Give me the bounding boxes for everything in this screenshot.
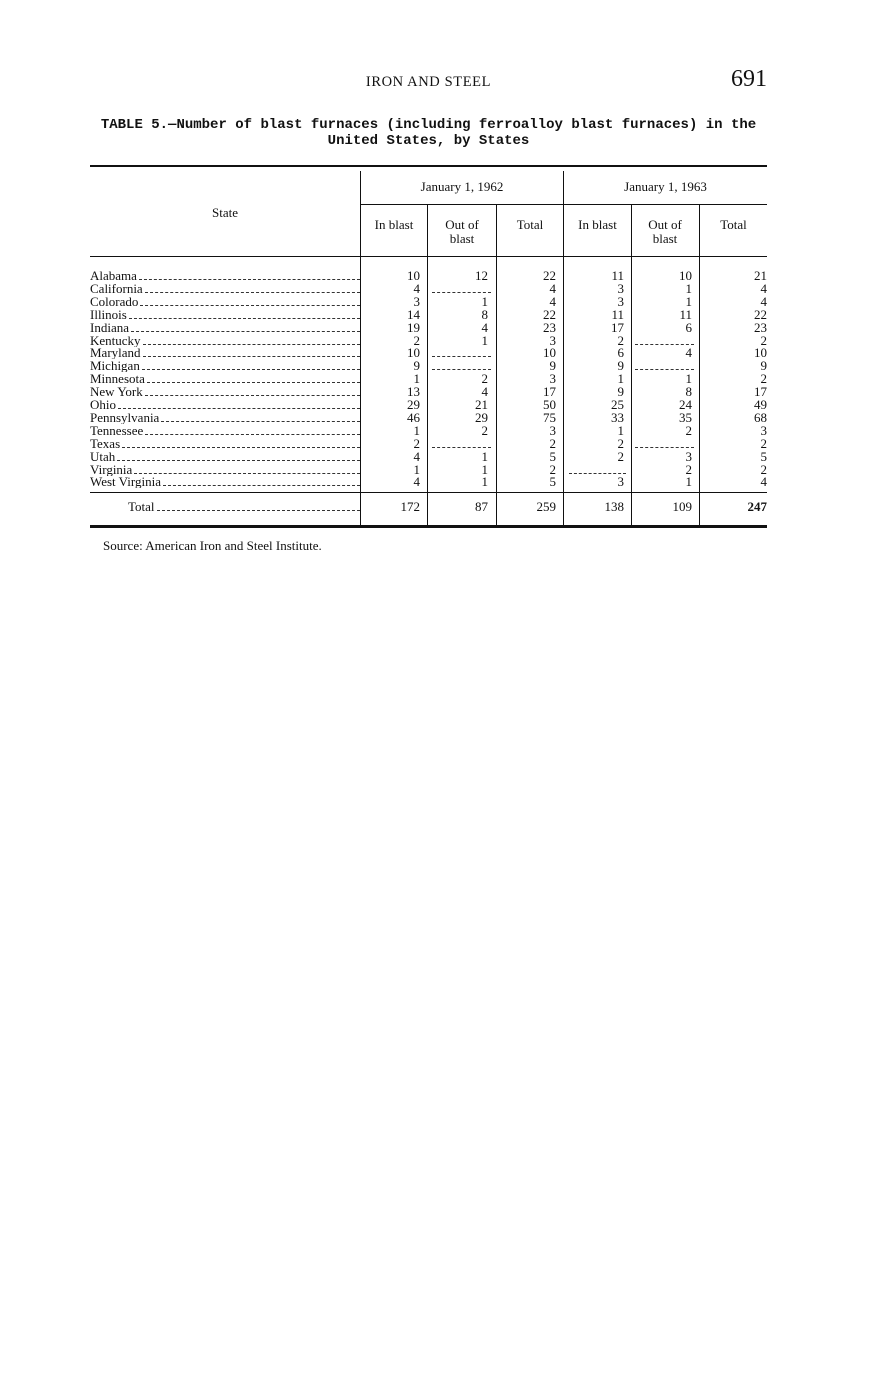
table-cell: 1 [685, 293, 692, 309]
table-cell: 75 [543, 409, 556, 425]
table-cell: 24 [679, 397, 692, 412]
table-cell: 1 [481, 293, 488, 309]
empty-cell-dash [432, 369, 491, 370]
table-cell: 1 [481, 448, 488, 464]
leader-dots [122, 446, 360, 448]
table-cell: 5 [549, 474, 556, 490]
table-cell: 21 [475, 397, 488, 412]
state-name [90, 450, 360, 463]
table-cell: 17 [754, 384, 767, 400]
leader-dots [147, 381, 360, 383]
table-cell: 5 [549, 448, 556, 464]
table-cell: 2 [481, 422, 488, 438]
table-cell: 8 [685, 384, 692, 400]
table-cell: 22 [754, 306, 767, 322]
table-cell: 1 [481, 461, 488, 477]
table-cell: 21 [754, 268, 767, 283]
group-header-rule [361, 204, 767, 205]
table-cell: 2 [549, 435, 556, 451]
table-cell: 17 [543, 384, 556, 400]
state-label: Texas [90, 436, 121, 450]
empty-cell-dash [432, 447, 491, 448]
table-cell: 46 [407, 409, 420, 425]
table-cell: 3 [413, 293, 420, 309]
state-name [90, 359, 360, 372]
table-cell: 2 [760, 332, 767, 348]
table-cell: 3 [549, 332, 556, 348]
table-cell: 9 [413, 358, 420, 374]
state-label: California [90, 281, 143, 295]
column-header-out-of-blast-1962: Out of blast [445, 217, 479, 246]
table-cell: 1 [617, 371, 624, 387]
column-divider [496, 205, 497, 525]
table-cell: 2 [685, 461, 692, 477]
state-label: Tennessee [90, 423, 144, 437]
column-header-total-1963: Total [720, 217, 747, 232]
column-header-in-blast-1963: In blast [578, 217, 617, 232]
leader-dots [142, 368, 360, 370]
table-cell: 9 [617, 384, 624, 400]
column-divider [699, 205, 700, 525]
header-bottom-rule [90, 256, 767, 257]
leader-dots [161, 420, 360, 422]
table-top-rule [90, 165, 767, 167]
leader-dots [117, 459, 360, 461]
table-cell: 1 [413, 371, 420, 387]
table-cell: 11 [611, 306, 624, 322]
column-divider [427, 205, 428, 525]
column-divider [631, 205, 632, 525]
state-label: Pennsylvania [90, 410, 160, 424]
table-cell: 3 [549, 371, 556, 387]
table-cell: 9 [617, 358, 624, 374]
empty-cell-dash [635, 344, 694, 345]
leader-dots [118, 407, 360, 409]
table-cell: 1 [413, 461, 420, 477]
table-cell: 3 [760, 422, 767, 438]
table-cell: 4 [760, 280, 767, 296]
state-name [90, 308, 360, 321]
state-name [90, 463, 360, 476]
table-cell: 3 [685, 448, 692, 464]
table-bottom-rule [90, 525, 767, 528]
table-cell: 1 [685, 474, 692, 490]
leader-dots [143, 343, 360, 345]
table-cell: 4 [549, 280, 556, 296]
state-name [90, 437, 360, 450]
state-name [90, 372, 360, 385]
total-cell: 247 [747, 499, 767, 514]
table-cell: 4 [760, 474, 767, 490]
state-label: New York [90, 385, 143, 399]
caption-line-2: United States, by States [327, 133, 530, 149]
table-cell: 13 [407, 384, 420, 400]
table-cell: 11 [679, 306, 692, 322]
total-cell: 138 [604, 499, 624, 514]
state-label: Virginia [90, 462, 133, 476]
table-cell: 2 [617, 448, 624, 464]
table-cell: 4 [413, 474, 420, 490]
table-cell: 12 [475, 268, 488, 283]
table-cell: 9 [549, 358, 556, 374]
state-name [90, 411, 360, 424]
table-cell: 4 [413, 280, 420, 296]
table-cell: 10 [407, 345, 420, 361]
total-cell: 172 [400, 499, 420, 514]
state-name [90, 269, 360, 282]
state-label: Colorado [90, 294, 139, 308]
table-cell: 35 [679, 409, 692, 425]
table-cell: 1 [413, 422, 420, 438]
table-cell: 33 [611, 409, 624, 425]
table-cell: 4 [549, 293, 556, 309]
table-cell: 17 [611, 319, 624, 335]
state-label: Maryland [90, 346, 141, 360]
table-cell: 9 [760, 358, 767, 374]
total-row-label [128, 500, 360, 513]
table-cell: 4 [760, 293, 767, 309]
column-header-total-1962: Total [516, 217, 544, 232]
state-label: West Virginia [90, 475, 161, 489]
state-column-header: State [212, 205, 238, 220]
table-cell: 29 [407, 397, 420, 412]
state-label: Illinois [90, 307, 127, 321]
table-cell: 3 [549, 422, 556, 438]
table-cell: 4 [481, 319, 488, 335]
table-cell: 10 [679, 268, 692, 283]
table-cell: 22 [543, 306, 556, 322]
empty-cell-dash [635, 369, 694, 370]
leader-dots [145, 394, 360, 396]
table-cell: 3 [617, 293, 624, 309]
table-cell: 1 [685, 371, 692, 387]
table-cell: 14 [407, 306, 420, 322]
table-cell: 1 [481, 332, 488, 348]
table-caption [90, 117, 767, 149]
state-name [90, 385, 360, 398]
leader-dots [134, 472, 360, 474]
state-label: Ohio [90, 398, 116, 411]
state-name [90, 282, 360, 295]
table-cell: 2 [760, 435, 767, 451]
table-cell: 19 [407, 319, 420, 335]
running-head [90, 66, 767, 96]
table-cell: 1 [481, 474, 488, 490]
table-cell: 22 [543, 268, 556, 283]
total-label-text: Total [128, 500, 155, 513]
table-cell: 10 [407, 268, 420, 283]
table-cell: 1 [617, 422, 624, 438]
table-cell: 50 [543, 397, 556, 412]
table-cell: 3 [617, 474, 624, 490]
table-cell: 4 [685, 345, 692, 361]
state-label: Alabama [90, 269, 137, 282]
table-cell: 2 [549, 461, 556, 477]
state-label: Utah [90, 449, 116, 463]
group-header-1963: January 1, 1963 [624, 179, 707, 194]
table-cell: 2 [617, 332, 624, 348]
state-name [90, 398, 360, 411]
empty-cell-dash [432, 356, 491, 357]
leader-dots [140, 304, 360, 306]
total-cell: 259 [536, 499, 556, 514]
table-cell: 5 [760, 448, 767, 464]
table-cell: 2 [760, 371, 767, 387]
table-cell: 49 [754, 397, 767, 412]
column-header-in-blast-1962: In blast [374, 217, 414, 232]
table-cell: 2 [685, 422, 692, 438]
leader-dots [157, 509, 360, 511]
leader-dots [131, 330, 360, 332]
table-cell: 6 [685, 319, 692, 335]
column-header-out-of-blast-1963: Out of blast [648, 217, 682, 246]
table-cell: 2 [481, 371, 488, 387]
table-cell: 1 [685, 280, 692, 296]
running-title: IRON AND STEEL [365, 74, 492, 90]
source-note: Source: American Iron and Steel Institute. [103, 538, 322, 553]
page-number: 691 [731, 66, 767, 92]
total-cell: 109 [672, 499, 692, 514]
table-cell: 11 [611, 268, 624, 283]
table-cell: 2 [760, 461, 767, 477]
table-cell: 23 [754, 319, 767, 335]
leader-dots [139, 278, 360, 280]
state-label: Indiana [90, 320, 129, 334]
state-name [90, 346, 360, 359]
table-cell: 23 [543, 319, 556, 335]
table-cell: 3 [617, 280, 624, 296]
leader-dots [163, 484, 360, 486]
state-name [90, 334, 360, 347]
leader-dots [129, 317, 360, 319]
state-name [90, 475, 360, 488]
total-cell: 87 [475, 499, 488, 514]
state-label: Kentucky [90, 333, 141, 347]
table-cell: 2 [413, 332, 420, 348]
table-cell: 4 [413, 448, 420, 464]
leader-dots [143, 355, 360, 357]
table-cell: 8 [481, 306, 488, 322]
table-cell: 6 [617, 345, 624, 361]
empty-cell-dash [569, 473, 626, 474]
table-cell: 29 [475, 409, 488, 425]
table-cell: 4 [481, 384, 488, 400]
state-name [90, 424, 360, 437]
state-name [90, 295, 360, 308]
total-separator-rule [90, 492, 767, 493]
state-name [90, 321, 360, 334]
empty-cell-dash [432, 292, 491, 293]
state-label: Minnesota [90, 372, 145, 386]
group-header-1962: January 1, 1962 [420, 179, 504, 194]
leader-dots [145, 291, 360, 293]
caption-line-1: TABLE 5.—Number of blast furnaces (including ferroalloy blast furnaces) in the [100, 117, 757, 133]
table-cell: 68 [754, 409, 767, 425]
table-cell: 25 [611, 397, 624, 412]
table-cell: 10 [543, 345, 556, 361]
table-cell: 10 [754, 345, 767, 361]
table-cell: 2 [617, 435, 624, 451]
table-cell: 2 [413, 435, 420, 451]
leader-dots [145, 433, 360, 435]
state-label: Michigan [90, 359, 140, 373]
empty-cell-dash [635, 447, 694, 448]
